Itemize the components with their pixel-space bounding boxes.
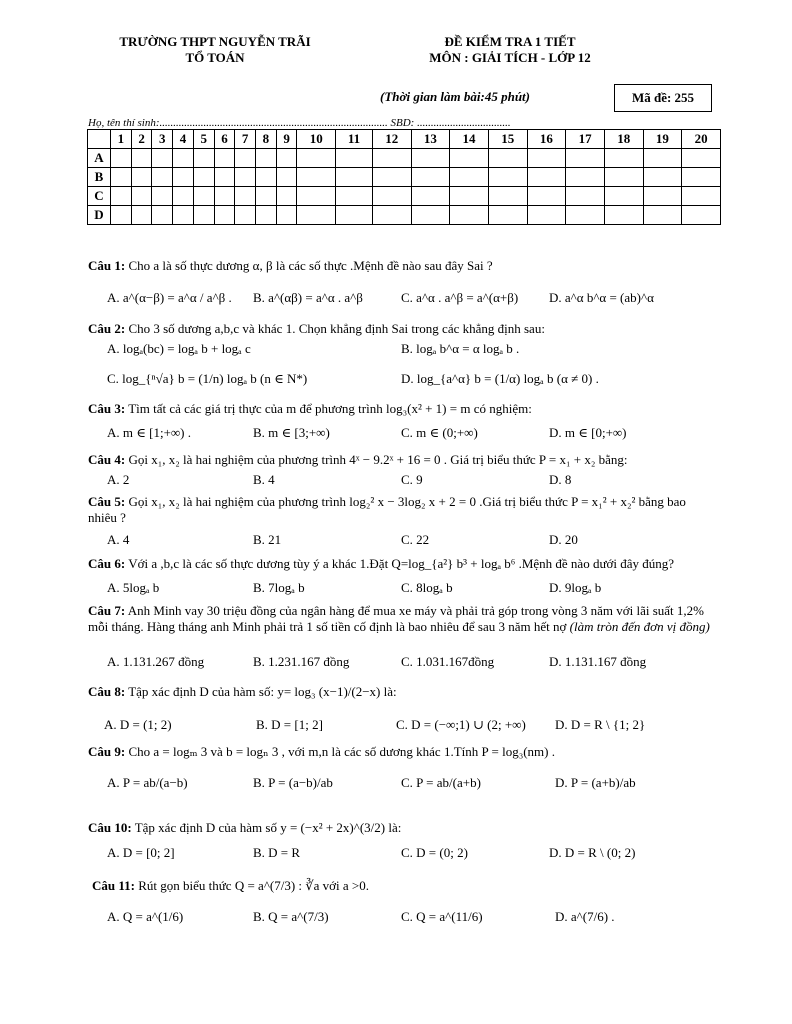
answer-cell[interactable] xyxy=(297,206,336,225)
answer-cell[interactable] xyxy=(131,206,152,225)
answer-cell[interactable] xyxy=(235,187,256,206)
answer-cell[interactable] xyxy=(604,187,643,206)
exam-subject: MÔN : GIẢI TÍCH - LỚP 12 xyxy=(429,50,591,65)
answer-cell[interactable] xyxy=(152,149,173,168)
exam-title: ĐỀ KIỂM TRA 1 TIẾT xyxy=(444,34,576,49)
q7-option-d[interactable]: D. 1.131.167 đồng xyxy=(549,654,647,669)
q8-option-a[interactable]: A. D = (1; 2) xyxy=(104,717,172,732)
question-label: Câu 3: xyxy=(88,401,126,416)
answer-cell[interactable] xyxy=(193,168,214,187)
answer-cell[interactable] xyxy=(111,206,132,225)
answer-cell[interactable] xyxy=(173,187,194,206)
q2-option-a[interactable]: A. logₐ(bc) = logₐ b + logₐ c xyxy=(107,341,251,356)
grid-row-label: C xyxy=(88,187,111,206)
question-text: Cho a là số thực dương α, β là các số thực .Mệnh đề nào sau đây Sai ? xyxy=(128,258,493,273)
question-5 xyxy=(88,494,718,526)
answer-cell[interactable] xyxy=(411,187,450,206)
q1-option-c[interactable]: C. a^α . a^β = a^(α+β) xyxy=(401,290,519,305)
q6-option-b[interactable]: B. 7logₐ b xyxy=(253,580,305,595)
q8-option-c[interactable]: C. D = (−∞;1) ∪ (2; +∞) xyxy=(396,717,526,732)
answer-cell[interactable] xyxy=(372,206,411,225)
answer-cell[interactable] xyxy=(566,187,605,206)
grid-row-c xyxy=(88,187,721,206)
answer-cell[interactable] xyxy=(566,206,605,225)
grid-row-label: B xyxy=(88,168,111,187)
grid-col-header: 5 xyxy=(193,130,214,149)
answer-cell[interactable] xyxy=(450,187,489,206)
answer-cell[interactable] xyxy=(643,206,682,225)
answer-cell[interactable] xyxy=(256,168,277,187)
answer-cell[interactable] xyxy=(173,149,194,168)
q8-option-b[interactable]: B. D = [1; 2] xyxy=(256,717,323,732)
school-name: TRƯỜNG THPT NGUYỄN TRÃI xyxy=(119,34,311,49)
answer-cell[interactable] xyxy=(276,187,297,206)
answer-cell[interactable] xyxy=(682,168,721,187)
question-text: Gọi x₁, x₂ là hai nghiệm của phương trình 4ˣ − 9.2ˣ + 16 = 0 . Giá trị biểu thức P = x₁ + x₂ bằng: xyxy=(128,452,628,467)
answer-cell[interactable] xyxy=(235,149,256,168)
grid-col-header: 9 xyxy=(276,130,297,149)
q7-option-a[interactable]: A. 1.131.267 đồng xyxy=(107,654,205,669)
q3-option-d[interactable]: D. m ∈ [0;+∞) xyxy=(549,425,627,440)
question-text: Tập xác định D của hàm số y = (−x² + 2x)^(3/2) là: xyxy=(134,820,402,835)
q8-option-d[interactable]: D. D = R \ {1; 2} xyxy=(555,717,646,732)
question-text: Với a ,b,c là các số thực dương tùy ý a khác 1.Đặt Q=log_{a²} b³ + logₐ b⁶ .Mệnh đề nào dưới đây đúng? xyxy=(128,556,675,571)
answer-cell[interactable] xyxy=(336,206,373,225)
department-name: TỔ TOÁN xyxy=(185,50,245,65)
q6-option-d[interactable]: D. 9logₐ b xyxy=(549,580,602,595)
answer-cell[interactable] xyxy=(152,187,173,206)
answer-cell[interactable] xyxy=(488,206,527,225)
q11-option-b[interactable]: B. Q = a^(7/3) xyxy=(253,909,329,924)
answer-cell[interactable] xyxy=(527,206,566,225)
answer-cell[interactable] xyxy=(488,168,527,187)
answer-cell[interactable] xyxy=(131,168,152,187)
answer-cell[interactable] xyxy=(297,187,336,206)
q4-option-d[interactable]: D. 8 xyxy=(549,472,572,487)
grid-col-header: 16 xyxy=(527,130,566,149)
q1-option-a[interactable]: A. a^(α−β) = a^α / a^β . xyxy=(107,290,232,305)
answer-cell[interactable] xyxy=(152,168,173,187)
answer-cell[interactable] xyxy=(193,206,214,225)
q6-option-c[interactable]: C. 8logₐ b xyxy=(401,580,453,595)
question-label: Câu 6: xyxy=(88,556,126,571)
question-label: Câu 4: xyxy=(88,452,126,467)
question-text: Rút gọn biểu thức Q = a^(7/3) : ∛a với a >0. xyxy=(138,878,369,893)
answer-cell[interactable] xyxy=(276,149,297,168)
question-label: Câu 1: xyxy=(88,258,126,273)
grid-corner xyxy=(88,130,111,149)
q1-option-d[interactable]: D. a^α b^α = (ab)^α xyxy=(549,290,654,305)
grid-col-header: 19 xyxy=(643,130,682,149)
student-name-line[interactable]: Họ, tên thí sinh:................................................................................... SBD: .................................. xyxy=(88,117,511,129)
answer-cell[interactable] xyxy=(111,168,132,187)
answer-cell[interactable] xyxy=(193,187,214,206)
exam-time: (Thời gian làm bài:45 phút) xyxy=(380,89,530,104)
answer-cell[interactable] xyxy=(214,149,235,168)
school-header xyxy=(70,34,360,66)
answer-cell[interactable] xyxy=(604,168,643,187)
exam-code-box: Mã đề: 255 xyxy=(614,84,712,112)
question-1 xyxy=(88,258,493,274)
answer-cell[interactable] xyxy=(682,149,721,168)
answer-cell[interactable] xyxy=(411,149,450,168)
q11-option-c[interactable]: C. Q = a^(11/6) xyxy=(401,909,483,924)
q3-option-c[interactable]: C. m ∈ (0;+∞) xyxy=(401,425,478,440)
question-label: Câu 7: xyxy=(88,603,126,618)
answer-cell[interactable] xyxy=(527,168,566,187)
grid-col-header: 4 xyxy=(173,130,194,149)
answer-cell[interactable] xyxy=(256,206,277,225)
question-text: Cho 3 số dương a,b,c và khác 1. Chọn khẳng định Sai trong các khẳng định sau: xyxy=(128,321,545,336)
answer-cell[interactable] xyxy=(372,168,411,187)
answer-cell[interactable] xyxy=(235,206,256,225)
q10-option-d[interactable]: D. D = R \ (0; 2) xyxy=(549,845,636,860)
answer-cell[interactable] xyxy=(682,206,721,225)
q5-option-b[interactable]: B. 21 xyxy=(253,532,282,547)
q10-option-b[interactable]: B. D = R xyxy=(253,845,301,860)
q2-option-b[interactable]: B. logₐ b^α = α logₐ b . xyxy=(401,341,520,356)
question-text: Cho a = logₘ 3 và b = logₙ 3 , với m,n là các số dương khác 1.Tính P = log₃(nm) . xyxy=(128,744,556,759)
grid-header-row xyxy=(88,130,721,149)
answer-cell[interactable] xyxy=(336,149,373,168)
q1-option-b[interactable]: B. a^(αβ) = a^α . a^β xyxy=(253,290,363,305)
grid-col-header: 10 xyxy=(297,130,336,149)
answer-cell[interactable] xyxy=(488,149,527,168)
question-4 xyxy=(88,452,628,468)
answer-cell[interactable] xyxy=(193,149,214,168)
q9-option-c[interactable]: C. P = ab/(a+b) xyxy=(401,775,481,790)
answer-cell[interactable] xyxy=(297,168,336,187)
grid-col-header: 15 xyxy=(488,130,527,149)
exam-header xyxy=(360,34,660,66)
answer-cell[interactable] xyxy=(214,187,235,206)
answer-cell[interactable] xyxy=(643,187,682,206)
q6-option-a[interactable]: A. 5logₐ b xyxy=(107,580,160,595)
question-text: Tìm tất cả các giá trị thực của m để phương trình log₃(x² + 1) = m có nghiệm: xyxy=(128,401,532,416)
answer-cell[interactable] xyxy=(604,149,643,168)
answer-cell[interactable] xyxy=(450,149,489,168)
question-11 xyxy=(92,878,369,894)
question-text: Gọi x₁, x₂ là hai nghiệm của phương trình log₂² x − 3log₂ x + 2 = 0 .Giá trị biểu thức P = x₁² + x₂² bằng bao nhiêu ? xyxy=(88,494,686,525)
answer-cell[interactable] xyxy=(111,187,132,206)
answer-cell[interactable] xyxy=(411,168,450,187)
grid-col-header: 7 xyxy=(235,130,256,149)
q11-option-a[interactable]: A. Q = a^(1/6) xyxy=(107,909,184,924)
answer-cell[interactable] xyxy=(643,149,682,168)
q9-option-a[interactable]: A. P = ab/(a−b) xyxy=(107,775,188,790)
question-note: (làm tròn đến đơn vị đồng) xyxy=(569,619,710,634)
question-label: Câu 10: xyxy=(88,820,132,835)
grid-col-header: 14 xyxy=(450,130,489,149)
grid-col-header: 1 xyxy=(111,130,132,149)
answer-grid xyxy=(87,129,721,225)
answer-cell[interactable] xyxy=(604,206,643,225)
question-text: Anh Minh vay 30 triệu đồng của ngân hàng để mua xe máy và phải trả góp trong vòng 3 năm với lãi suất 1,2% mỗi tháng. Hàng tháng anh Minh phải trả 1 số tiền cố định là bao nhiêu để sau 3 năm hết nợ xyxy=(88,603,704,634)
grid-col-header: 2 xyxy=(131,130,152,149)
q2-option-d[interactable]: D. log_{a^α} b = (1/α) logₐ b (α ≠ 0) . xyxy=(401,371,599,386)
answer-cell[interactable] xyxy=(256,187,277,206)
answer-cell[interactable] xyxy=(372,149,411,168)
answer-cell[interactable] xyxy=(450,168,489,187)
question-text: Tập xác định D của hàm số: y= log₃ (x−1)/(2−x) là: xyxy=(128,684,397,699)
answer-cell[interactable] xyxy=(173,168,194,187)
grid-col-header: 13 xyxy=(411,130,450,149)
answer-cell[interactable] xyxy=(276,168,297,187)
answer-cell[interactable] xyxy=(235,168,256,187)
q9-option-d[interactable]: D. P = (a+b)/ab xyxy=(555,775,636,790)
answer-cell[interactable] xyxy=(336,187,373,206)
answer-cell[interactable] xyxy=(527,149,566,168)
answer-cell[interactable] xyxy=(450,206,489,225)
answer-cell[interactable] xyxy=(566,149,605,168)
question-9 xyxy=(88,744,555,760)
question-8 xyxy=(88,684,397,700)
q7-option-c[interactable]: C. 1.031.167đồng xyxy=(401,654,495,669)
grid-col-header: 3 xyxy=(152,130,173,149)
q5-option-d[interactable]: D. 20 xyxy=(549,532,578,547)
question-3 xyxy=(88,401,532,417)
grid-col-header: 11 xyxy=(336,130,373,149)
grid-row-label: D xyxy=(88,206,111,225)
grid-col-header: 6 xyxy=(214,130,235,149)
q11-option-d[interactable]: D. a^(7/6) . xyxy=(555,909,615,924)
grid-row-d xyxy=(88,206,721,225)
q5-option-c[interactable]: C. 22 xyxy=(401,532,430,547)
answer-cell[interactable] xyxy=(214,168,235,187)
q4-option-a[interactable]: A. 2 xyxy=(107,472,130,487)
answer-cell[interactable] xyxy=(488,187,527,206)
answer-cell[interactable] xyxy=(527,187,566,206)
question-label: Câu 2: xyxy=(88,321,126,336)
q4-option-c[interactable]: C. 9 xyxy=(401,472,423,487)
answer-cell[interactable] xyxy=(643,168,682,187)
grid-row-label: A xyxy=(88,149,111,168)
answer-cell[interactable] xyxy=(152,206,173,225)
question-7 xyxy=(88,603,718,635)
q9-option-b[interactable]: B. P = (a−b)/ab xyxy=(253,775,333,790)
question-10 xyxy=(88,820,401,836)
question-label: Câu 9: xyxy=(88,744,126,759)
answer-cell[interactable] xyxy=(336,168,373,187)
answer-cell[interactable] xyxy=(173,206,194,225)
q7-option-b[interactable]: B. 1.231.167 đồng xyxy=(253,654,350,669)
grid-row-a xyxy=(88,149,721,168)
question-2 xyxy=(88,321,545,337)
answer-cell[interactable] xyxy=(131,149,152,168)
q3-option-a[interactable]: A. m ∈ [1;+∞) . xyxy=(107,425,191,440)
question-label: Câu 8: xyxy=(88,684,126,699)
q5-option-a[interactable]: A. 4 xyxy=(107,532,130,547)
q4-option-b[interactable]: B. 4 xyxy=(253,472,275,487)
answer-cell[interactable] xyxy=(682,187,721,206)
q10-option-c[interactable]: C. D = (0; 2) xyxy=(401,845,468,860)
grid-col-header: 8 xyxy=(256,130,277,149)
grid-col-header: 12 xyxy=(372,130,411,149)
grid-col-header: 18 xyxy=(604,130,643,149)
q3-option-b[interactable]: B. m ∈ [3;+∞) xyxy=(253,425,330,440)
answer-cell[interactable] xyxy=(276,206,297,225)
answer-cell[interactable] xyxy=(111,149,132,168)
answer-cell[interactable] xyxy=(256,149,277,168)
q10-option-a[interactable]: A. D = [0; 2] xyxy=(107,845,175,860)
answer-cell[interactable] xyxy=(131,187,152,206)
answer-cell[interactable] xyxy=(297,149,336,168)
question-label: Câu 11: xyxy=(92,878,135,893)
answer-cell[interactable] xyxy=(372,187,411,206)
grid-col-header: 17 xyxy=(566,130,605,149)
answer-cell[interactable] xyxy=(214,206,235,225)
q2-option-c[interactable]: C. log_{ⁿ√a} b = (1/n) logₐ b (n ∈ N*) xyxy=(107,371,308,386)
question-6 xyxy=(88,556,674,572)
answer-cell[interactable] xyxy=(411,206,450,225)
grid-col-header: 20 xyxy=(682,130,721,149)
answer-cell[interactable] xyxy=(566,168,605,187)
question-label: Câu 5: xyxy=(88,494,126,509)
grid-row-b xyxy=(88,168,721,187)
